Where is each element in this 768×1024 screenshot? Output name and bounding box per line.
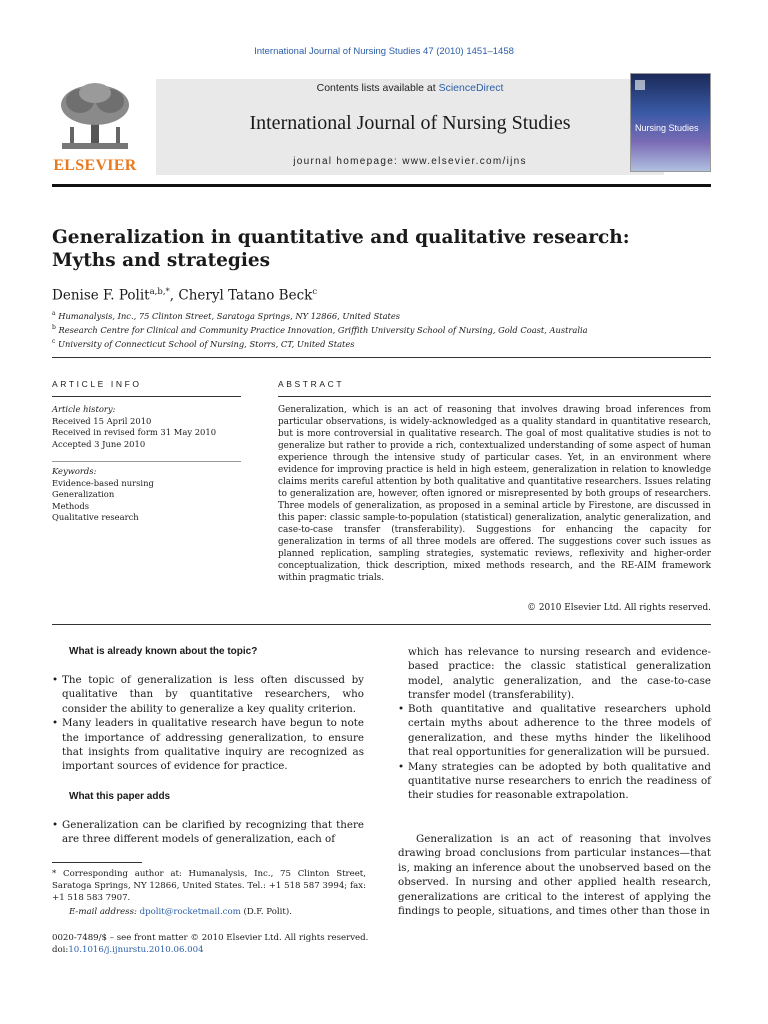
masthead-rule [52, 184, 711, 187]
affiliation-mark: c [52, 338, 56, 346]
list-item: • The topic of generalization is less often discussed by qualitative than by quantitative researchers, who consider the ability to generalize a key quality criterion. [52, 673, 364, 716]
affiliation-mark: b [52, 324, 56, 332]
journal-homepage-link[interactable]: journal homepage: www.elsevier.com/ijns [293, 156, 527, 167]
history-accepted: Accepted 3 June 2010 [52, 438, 146, 449]
contents-prefix: Contents lists available at [316, 82, 439, 94]
email-label: E-mail address: [69, 907, 140, 917]
doi-link[interactable]: 10.1016/j.ijnurstu.2010.06.004 [68, 945, 204, 956]
list-item: • Both quantitative and qualitative researchers uphold certain myths about adherence to the three models of generalization, and these myths hinder the likelihood that real opportunities for generalization will be pursued. [398, 702, 711, 760]
footnote-rule [52, 862, 142, 863]
journal-name: International Journal of Nursing Studies [249, 112, 571, 134]
divider [52, 461, 241, 462]
keyword-item: Methods [52, 500, 89, 511]
footnote-email [69, 906, 369, 918]
list-item: • Many leaders in qualitative research have begun to note the importance of addressing generalization, to ensure that insights from qualitative inquiry are recognized as important sources of evidence for practice. [52, 716, 364, 774]
affiliation-text: Research Centre for Clinical and Community Practice Innovation, Griffith University School of Nursing, Gold Coast, Australia [58, 324, 588, 335]
author-beck-affil[interactable]: c [312, 287, 318, 297]
affiliations [52, 308, 711, 350]
highlights-adds-list [52, 818, 364, 847]
divider [52, 357, 711, 358]
journal-cover-image [630, 73, 711, 172]
highlights-known-heading: What is already known about the topic? [69, 646, 258, 657]
keyword-item: Generalization [52, 489, 115, 500]
abstract-copyright: © 2010 Elsevier Ltd. All rights reserved. [527, 603, 711, 613]
list-item: • Generalization can be clarified by recognizing that there are three different models of generalization, each of [52, 818, 364, 847]
divider [52, 396, 241, 397]
author-polit[interactable]: Denise F. Polit [52, 287, 150, 304]
elsevier-tree-icon [56, 81, 134, 151]
issn-doi [52, 932, 382, 956]
abstract-text: Generalization, which is an act of reasoning that involves drawing broad inferences from particular observations, is widely-acknowledged as a quality standard in quantitative research, but is more controversial in qualitative research. The goal of most qualitative studies is not to generalize but rather to provide a rich, contextualized understanding of some aspect of human experience through the intensive study of particular cases. Yet, in an environment where evidence for improving practice is held in high esteem, generalization in relation to knowledge claims merits careful attention by both qualitative and quantitative researchers. Issues relating to generalization are, however, often ignored or misrepresented by both groups of researchers. Three models of generalization, as proposed in a seminal article by Firestone, are discussed in this paper: classic sample-to-population (statistical) generalization, analytic generalization, and case-to-case transfer (transferability). Suggestions for enhancing the capacity for generalization in terms of all three models are offered. The suggestions cover such issues as planned replication, sampling strategies, systematic reviews, reflexivity and higher-order conceptualization, thick description, mixed methods research, and the RE-AIM framework within pragmatic trials. [278, 405, 711, 583]
affiliation-text: Humanalysis, Inc., 75 Clinton Street, Saratoga Springs, NY 12866, United States [58, 310, 401, 321]
journal-citation-link[interactable]: International Journal of Nursing Studies 47 (2010) 1451–1458 [254, 46, 514, 57]
article-history [52, 404, 241, 450]
article-title [52, 226, 711, 272]
journal-masthead [52, 73, 712, 185]
history-revised: Received in revised form 31 May 2010 [52, 427, 217, 438]
author-beck[interactable]: Cheryl Tatano Beck [178, 287, 313, 304]
keywords [52, 466, 241, 524]
author-list [52, 283, 711, 305]
affiliation-c [52, 336, 711, 350]
divider [52, 624, 711, 625]
corresponding-author-footnote: * Corresponding author at: Humanalysis, Inc., 75 Clinton Street, Saratoga Springs, NY 12866, United States. Tel.: +1 518 587 3994; fax: +1 518 583 7907. [52, 869, 366, 904]
doi-prefix: doi: [52, 945, 69, 956]
doi-line [52, 944, 382, 956]
cover-logo-mark [635, 80, 645, 90]
sciencedirect-link[interactable]: ScienceDirect [438, 82, 504, 94]
article-info-heading: ARTICLE INFO [52, 379, 142, 389]
keyword-item: Qualitative research [52, 512, 139, 523]
elsevier-logo [52, 73, 138, 175]
author-separator: , [169, 287, 179, 304]
affiliation-text: University of Connecticut School of Nursing, Storrs, CT, United States [58, 338, 355, 349]
affiliation-a [52, 308, 711, 322]
history-received: Received 15 April 2010 [52, 415, 152, 426]
keyword-item: Evidence-based nursing [52, 477, 154, 488]
highlights-adds-continued: which has relevance to nursing research and evidence-based practice: the classic statistical generalization model, analytic generalization, and the case-to-case transfer model (transferability). [408, 646, 711, 702]
highlights-known-list [52, 673, 364, 774]
email-link[interactable]: dpolit@rocketmail.com [139, 907, 241, 917]
title-line-2: Myths and strategies [52, 250, 271, 271]
body-paragraph: Generalization is an act of reasoning that involves drawing broad conclusions from particular instances—that is, making an inference about the unobserved based on the observed. In nursing and other applied health research, generalizations are critical to the interest of applying the findings to people, situations, and times other than those in [398, 833, 711, 918]
journal-header-box [156, 79, 664, 175]
email-suffix: (D.F. Polit). [240, 907, 292, 917]
author-polit-affil[interactable]: a,b,* [149, 287, 170, 297]
list-item: • Many strategies can be adopted by both qualitative and quantitative nurse researchers to enrich the readiness of their studies for reasonable extrapolation. [398, 760, 711, 803]
highlights-adds-list-continued [398, 702, 711, 803]
divider [278, 396, 711, 397]
affiliation-b [52, 322, 711, 336]
issn-line: 0020-7489/$ – see front matter © 2010 Elsevier Ltd. All rights reserved. [52, 933, 369, 943]
affiliation-mark: a [52, 310, 56, 317]
contents-line [156, 82, 664, 94]
history-label: Article history: [52, 404, 116, 414]
abstract-heading: ABSTRACT [278, 379, 345, 389]
highlights-adds-heading: What this paper adds [69, 791, 171, 802]
title-line-1: Generalization in quantitative and qualitative research: [52, 227, 630, 248]
elsevier-wordmark: ELSEVIER [53, 157, 137, 174]
keywords-label: Keywords: [52, 466, 97, 476]
cover-title: Nursing Studies [635, 123, 699, 133]
